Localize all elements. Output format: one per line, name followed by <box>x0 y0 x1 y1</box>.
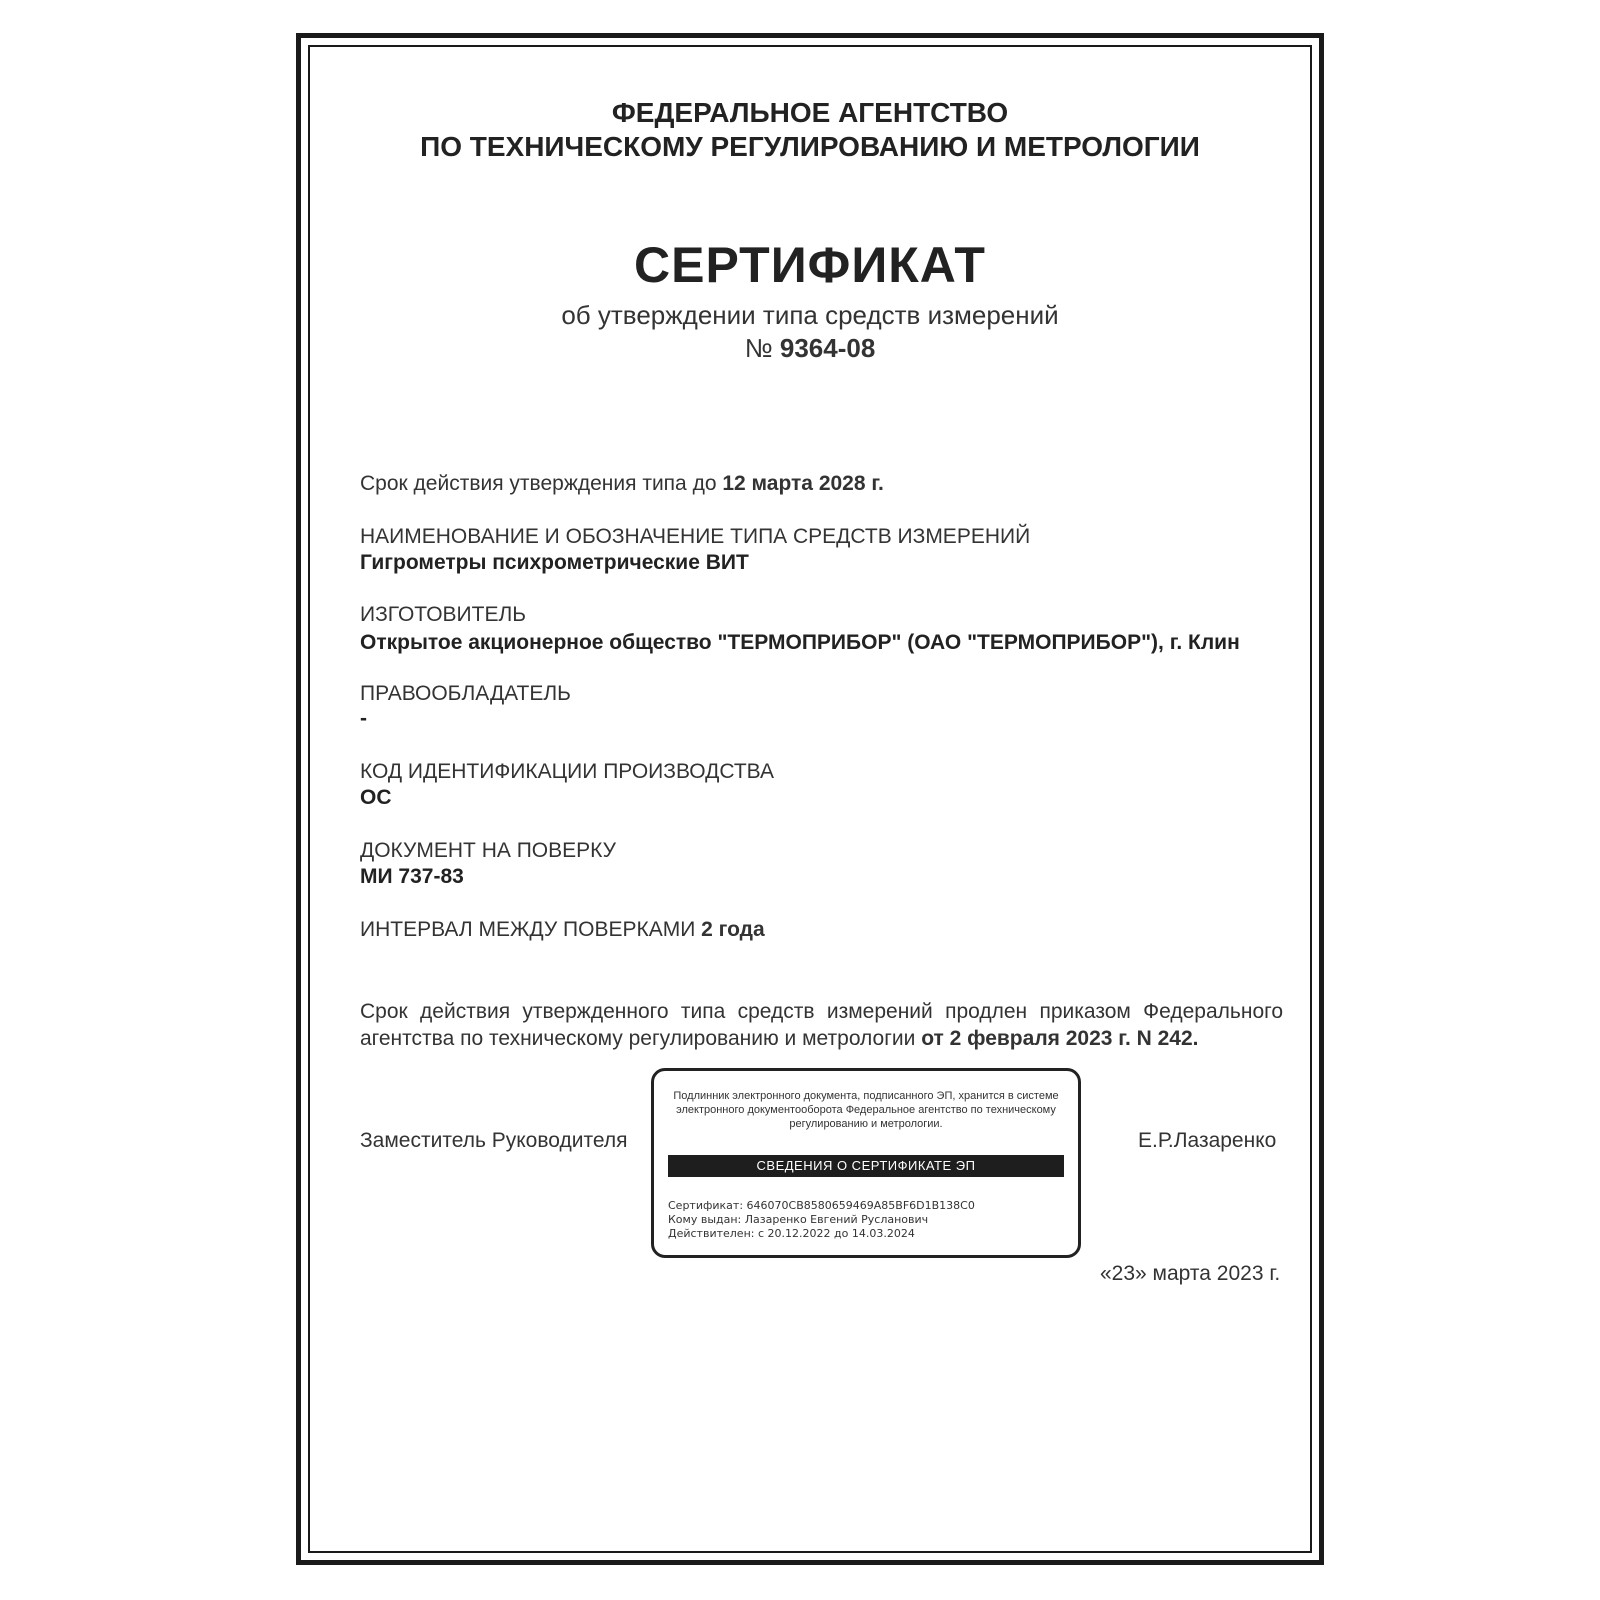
stamp-issued-row <box>668 1213 1068 1227</box>
agency-name-line1: ФЕДЕРАЛЬНОЕ АГЕНТСТВО <box>611 97 1009 128</box>
stamp-valid-row <box>668 1227 1068 1241</box>
type-name-label: НАИМЕНОВАНИЕ И ОБОЗНАЧЕНИЕ ТИПА СРЕДСТВ ИЗМЕРЕНИЙ <box>360 525 1031 548</box>
stamp-issued-value: Лазаренко Евгений Русланович <box>744 1213 929 1226</box>
validity-line <box>360 472 884 496</box>
signature-date: «23» марта 2023 г. <box>1100 1262 1281 1285</box>
extension-order: от 2 февраля 2023 г. N 242. <box>921 1027 1199 1050</box>
extension-paragraph <box>360 998 1283 1052</box>
stamp-note: Подлинник электронного документа, подписанного ЭП, хранится в системе электронного документооборота Федеральное агентство по техническому регулированию и метрологии. <box>673 1090 1059 1130</box>
agency-name-line2: ПО ТЕХНИЧЕСКОМУ РЕГУЛИРОВАНИЮ И МЕТРОЛОГИИ <box>420 131 1200 162</box>
signatory-position: Заместитель Руководителя <box>360 1129 628 1152</box>
number-prefix: № <box>744 333 773 363</box>
stamp-cert-value: 646070CB8580659469A85BF6D1B138C0 <box>746 1199 975 1212</box>
verification-doc-value: МИ 737-83 <box>360 865 464 888</box>
stamp-details <box>668 1199 1068 1241</box>
production-code-value: ОС <box>360 786 392 809</box>
certificate-number <box>300 333 1320 364</box>
stamp-cert-label: Сертификат: <box>668 1199 744 1212</box>
production-code-label: КОД ИДЕНТИФИКАЦИИ ПРОИЗВОДСТВА <box>360 760 774 783</box>
interval-label: ИНТЕРВАЛ МЕЖДУ ПОВЕРКАМИ <box>360 918 696 941</box>
interval-value: 2 года <box>701 918 765 941</box>
extension-text: Срок действия утвержденного типа средств измерений продлен приказом Федерального агентства по техническому регулированию и метрологии <box>360 1000 1283 1050</box>
validity-value: 12 марта 2028 г. <box>722 472 884 495</box>
manufacturer-label: ИЗГОТОВИТЕЛЬ <box>360 603 527 626</box>
certificate-title: СЕРТИФИКАТ <box>634 237 986 293</box>
stamp-valid-value: с 20.12.2022 до 14.03.2024 <box>757 1227 915 1240</box>
manufacturer-value: Открытое акционерное общество "ТЕРМОПРИБОР" (ОАО "ТЕРМОПРИБОР"), г. Клин <box>360 631 1240 654</box>
electronic-signature-stamp <box>651 1068 1081 1258</box>
stamp-valid-label: Действителен: <box>668 1227 755 1240</box>
stamp-cert-row <box>668 1199 1068 1213</box>
number-value: 9364-08 <box>779 333 876 363</box>
stamp-issued-label: Кому выдан: <box>668 1213 742 1226</box>
certificate-subtitle: об утверждении типа средств измерений <box>561 300 1059 330</box>
rightholder-label: ПРАВООБЛАДАТЕЛЬ <box>360 682 571 705</box>
type-name-value: Гигрометры психрометрические ВИТ <box>360 551 749 574</box>
interval-line <box>360 918 765 942</box>
stamp-header-bar: СВЕДЕНИЯ О СЕРТИФИКАТЕ ЭП <box>668 1155 1064 1177</box>
signatory-name: Е.Р.Лазаренко <box>1138 1129 1277 1152</box>
rightholder-value: - <box>360 707 367 730</box>
verification-doc-label: ДОКУМЕНТ НА ПОВЕРКУ <box>360 839 616 862</box>
validity-label: Срок действия утверждения типа до <box>360 472 717 495</box>
